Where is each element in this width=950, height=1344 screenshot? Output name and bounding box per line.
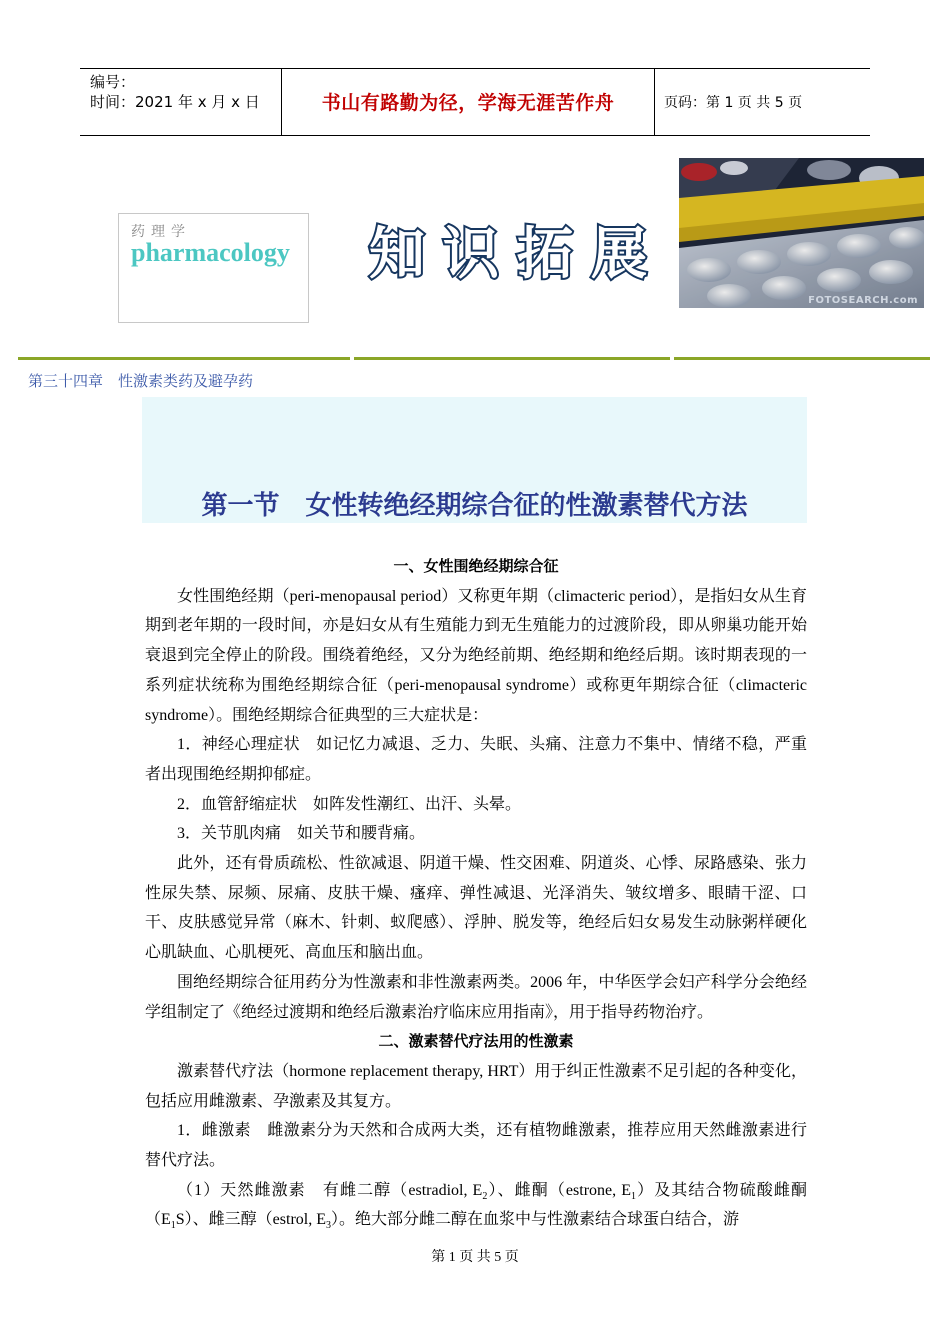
heading-hormone-therapy: 二、激素替代疗法用的性激素 — [378, 1032, 574, 1051]
heading-menopausal-syndrome: 一、女性围绝经期综合征 — [393, 557, 559, 575]
logo-en: pharmacology — [131, 238, 290, 267]
pills-illustration — [679, 158, 924, 308]
header-top-rule — [80, 68, 870, 69]
pharmacology-logo-box — [118, 213, 309, 323]
paragraph: 1．雌激素 雌激素分为天然和合成两大类，还有植物雌激素，推荐应用天然雌激素进行替代疗法。 — [145, 1122, 807, 1170]
paragraph: 2．血管舒缩症状 如阵发性潮红、出汗、头晕。 — [177, 795, 522, 813]
time-label: 时间：2021 年 x 月 x 日 — [90, 93, 260, 111]
banner-char: 识 — [443, 222, 499, 287]
paragraph: 3．关节肌肉痛 如关节和腰背痛。 — [177, 825, 426, 843]
header-motto: 书山有路勤为径，学海无涯苦作舟 — [321, 92, 615, 114]
chapter-title: 第三十四章 性激素类药及避孕药 — [28, 374, 254, 390]
rule-gap — [350, 357, 354, 360]
banner-char: 展 — [591, 222, 647, 287]
subscript: 1 — [170, 1220, 176, 1232]
photo-watermark: FOTOSEARCH.com — [808, 295, 918, 306]
subscript: 1 — [631, 1190, 637, 1202]
document-body — [145, 552, 807, 1235]
header-meta — [90, 72, 260, 112]
text-run: ）、雌酮（estrone, E — [487, 1181, 632, 1199]
rule-gap — [670, 357, 674, 360]
banner-char: 拓 — [517, 222, 573, 287]
knowledge-banner — [364, 214, 652, 294]
paragraph: 1．神经心理症状 如记忆力减退、乏力、失眠、头痛、注意力不集中、情绪不稳，严重者出现围绝经期抑郁症。 — [145, 736, 807, 783]
section-rule — [18, 357, 930, 360]
page-footer: 第 1 页 共 5 页 — [431, 1250, 519, 1265]
paragraph: 激素替代疗法（hormone replacement therapy, HRT）用于纠正性激素不足引起的各种变化，包括应用雌激素、孕激素及其复方。 — [145, 1062, 807, 1110]
number-label: 编号： — [90, 73, 136, 91]
paragraph: 此外，还有骨质疏松、性欲减退、阴道干燥、性交困难、阴道炎、心悸、尿路感染、张力性尿失禁、尿频、尿痛、皮肤干燥、瘙痒、弹性减退、光泽消失、皱纹增多、眼睛干涩、口干、皮肤感觉异常（麻木、针刺、蚁爬感）、浮肿、脱发等，绝经后妇女易发生动脉粥样硬化心肌缺血、心肌梗死、高血压和脑出血。 — [145, 855, 807, 962]
paragraph: 围绝经期综合征用药分为性激素和非性激素两类。2006 年，中华医学会妇产科学分会绝经学组制定了《绝经过渡期和绝经后激素治疗临床应用指南》，用于指导药物治疗。 — [145, 973, 807, 1021]
section-title: 第一节 女性转绝经期综合征的性激素替代方法 — [201, 491, 748, 521]
subscript: 2 — [482, 1190, 488, 1202]
logo-cn: 药理学 — [131, 225, 191, 240]
text-run: ）。绝大部分雌二醇在血浆中与性激素结合球蛋白结合，游 — [331, 1211, 740, 1229]
text-run: （1）天然雌激素 有雌二醇（estradiol, E — [177, 1181, 483, 1199]
text-run: S）、雌三醇（estrol, E — [175, 1211, 327, 1229]
header-page-info: 页码：第 1 页 共 5 页 — [664, 95, 803, 111]
paragraph-natural-estrogen — [145, 1176, 807, 1235]
subscript: 3 — [326, 1220, 332, 1232]
banner-char: 知 — [369, 222, 425, 287]
header-divider — [654, 68, 655, 136]
header-bottom-rule — [80, 135, 870, 136]
medicine-photo — [679, 158, 924, 308]
paragraph: 女性围绝经期（peri-menopausal period）又称更年期（climacteric period），是指妇女从生育期到老年期的一段时间，亦是妇女从有生殖能力到无生殖能力的过渡阶段，即从卵巢功能开始衰退到完全停止的阶段。围绕着绝经，又分为绝经前期、绝经期和绝经后期。该时期表现的一系列症状统称为围绝经期综合征（peri-menopausal syndrome）或称更年期综合征（climacteric syndrome）。围绝经期综合征典型的三大症状是： — [145, 587, 807, 724]
text-run: ）及其结合物硫酸雌酮（E — [145, 1181, 807, 1229]
